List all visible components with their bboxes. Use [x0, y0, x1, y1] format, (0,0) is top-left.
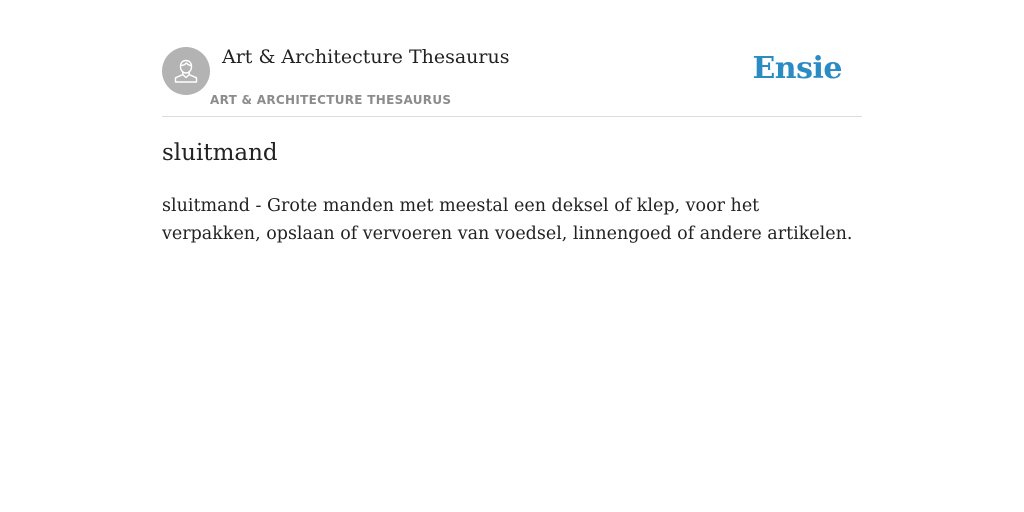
avatar[interactable] — [162, 47, 210, 95]
brand-logo[interactable]: Ensie — [752, 51, 842, 86]
source-title[interactable]: Art & Architecture Thesaurus — [222, 46, 510, 68]
user-icon — [171, 56, 201, 86]
source-header — [162, 0, 862, 117]
entry-definition: sluitmand - Grote manden met meestal een deksel of klep, voor het verpakken, opslaan of vervoeren van voedsel, linnengoed of andere artikelen. — [162, 196, 853, 244]
page — [162, 0, 862, 244]
source-subtitle: ART & ARCHITECTURE THESAURUS — [210, 93, 452, 107]
entry-term: sluitmand — [162, 140, 278, 166]
